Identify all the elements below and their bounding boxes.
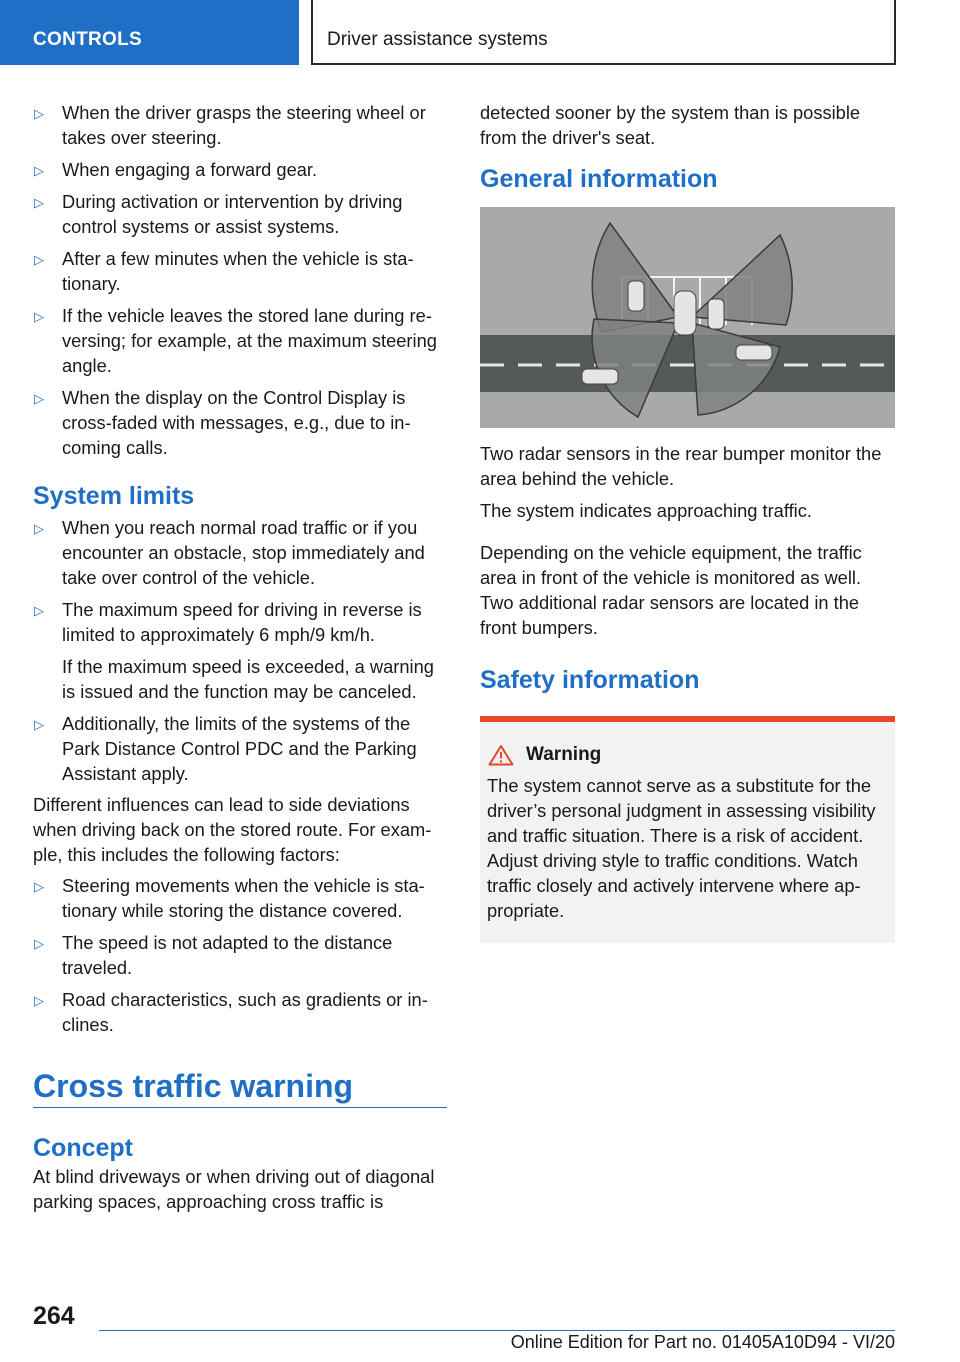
triangle-right-icon: ▷ [34,603,44,618]
list-item: ▷ When engaging a forward gear. [33,157,447,182]
list-item: ▷ After a few minutes when the vehicle is stationary. [34,248,414,294]
warning-text: The system cannot serve as a substitute for the driver’s personal judgment in assessing visibility and traffic situation. There is a risk of accident. Adjust driving style to traffic conditions. Watch traffic closely and actively intervene where appropriate. [487,775,876,921]
list-item-subparagraph: If the maximum speed is exceeded, a warning is issued and the function may be canceled. [62,656,434,702]
triangle-right-icon: ▷ [34,309,44,324]
triangle-right-icon: ▷ [34,391,44,406]
general-paragraph-3: Depending on the vehicle equipment, the traffic area in front of the vehicle is monitored as well. Two additional radar sensors are located in the front bumpers. [480,542,862,638]
footer-rule [99,1330,895,1331]
list-item: ▷ The speed is not adapted to the distance traveled. [34,932,393,978]
list-item: ▷ When the driver grasps the steering wheel or takes over steering. [34,102,426,148]
triangle-right-icon: ▷ [34,879,44,894]
list-item: ▷ If the vehicle leaves the stored lane during reversing; for example, at the maximum steering angle. [34,305,437,376]
footer-edition: Online Edition for Part no. 01405A10D94 - VI/20 [510,1332,895,1352]
list-item: ▷ Road characteristics, such as gradients or inclines. [34,989,428,1035]
triangle-right-icon: ▷ [34,195,44,210]
list-item: ▷ When the display on the Control Display is cross-faded with messages, e.g., due to incoming calls. [34,387,411,458]
triangle-right-icon: ▷ [34,521,44,536]
cross-traffic-illustration [480,207,895,428]
list-item: ▷ The maximum speed for driving in reverse is limited to approximately 6 mph/9 km/h. If the maximum speed is exceeded, a warning is issued and the function may be canceled. [33,597,447,704]
general-paragraph-1: Two radar sensors in the rear bumper monitor the area behind the vehicle. [480,443,882,489]
warning-title-row [487,744,887,766]
header-chapter-box [311,0,896,65]
safety-information-heading: Safety information [480,666,700,694]
right-column [480,100,895,943]
general-paragraph-2: The system indicates approaching traffic. [480,500,812,521]
list-item: ▷ When you reach normal road traffic or if you encounter an obstacle, stop immediately and take over control of the vehicle. [34,517,425,588]
left-column [33,100,447,1214]
triangle-right-icon: ▷ [34,993,44,1008]
bullet-list-end-conditions [33,100,447,460]
list-item: ▷ During activation or intervention by driving control systems or assist systems. [34,191,403,237]
triangle-right-icon: ▷ [34,936,44,951]
deviations-paragraph: Different influences can lead to side deviations when driving back on the stored route. For example, this includes the following factors: [33,794,432,865]
header-section-label: CONTROLS [33,29,143,50]
triangle-right-icon: ▷ [34,163,44,178]
header-chapter-label: Driver assistance systems [327,29,548,50]
header-section-tab [0,0,299,65]
concept-continuation: detected sooner by the system than is possible from the driver's seat. [480,102,861,148]
warning-box [480,716,895,943]
system-limits-heading: System limits [33,482,195,510]
general-information-heading: General information [480,165,718,193]
triangle-right-icon: ▷ [34,106,44,121]
triangle-right-icon: ▷ [34,717,44,732]
warning-triangle-icon [488,744,514,766]
heading-rule [33,1107,447,1108]
concept-paragraph: At blind driveways or when driving out of diagonal parking spaces, approaching cross traffic is [33,1166,435,1212]
concept-heading: Concept [33,1134,133,1162]
cross-traffic-warning-heading: Cross traffic warning [33,1068,354,1104]
warning-title: Warning [526,744,602,765]
list-item: ▷ Additionally, the limits of the systems of the Park Distance Control PDC and the Parking Assistant apply. [34,713,417,784]
triangle-right-icon: ▷ [34,252,44,267]
bullet-list-deviation-factors [33,873,447,1037]
page-number: 264 [33,1302,75,1330]
list-item: ▷ Steering movements when the vehicle is stationary while storing the distance covered. [34,875,425,921]
bullet-list-system-limits [33,515,447,786]
